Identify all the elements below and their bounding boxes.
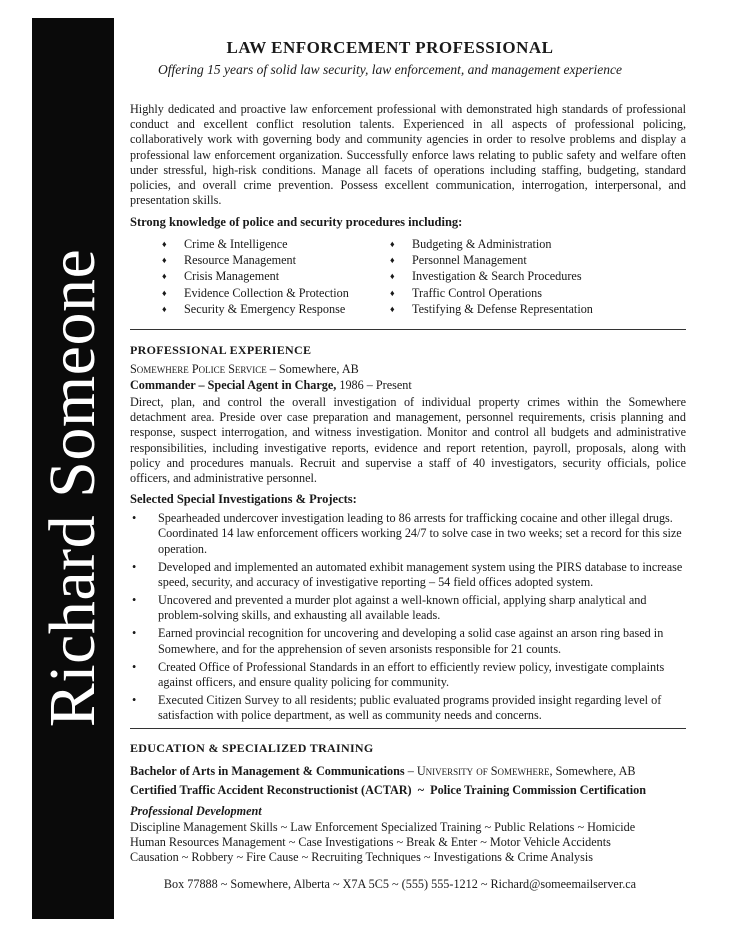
school-name: University of Somewhere (416, 764, 550, 778)
diamond-bullet-icon: ♦ (390, 239, 395, 249)
diamond-bullet-icon: ♦ (162, 255, 167, 266)
section-divider (130, 329, 686, 330)
candidate-name: Richard Someone (36, 248, 109, 728)
resume-title: LAW ENFORCEMENT PROFESSIONAL (226, 38, 554, 57)
diamond-bullet-icon: ♦ (390, 287, 395, 298)
list-item: • Executed Citizen Survey to all residents; public evaluated programs provided insight regarding level of satisfaction with police department, as well as community needs and concerns. (132, 692, 662, 723)
list-item: ♦ Personnel Management (390, 253, 527, 268)
diamond-bullet-icon: ♦ (390, 303, 395, 314)
list-item: • Earned provincial recognition for uncovering and developing a solid case against an arson ring based in Somewhere, and for the apprehension of seven arsonists responsible for 21 counts. (132, 626, 664, 656)
employer-line (130, 362, 359, 377)
bullet-icon: • (132, 626, 137, 641)
degree-line: Bachelor of Arts in Management & Communications – University of Somewhere, Somewhere, AB (130, 764, 636, 778)
knowledge-list-right (384, 236, 593, 317)
knowledge-heading: Strong knowledge of police and security procedures including: (130, 215, 463, 229)
pd-line: Causation ~ Robbery ~ Fire Cause ~ Recruiting Techniques ~ Investigations & Crime Analysis (130, 850, 593, 864)
diamond-bullet-icon: ♦ (390, 255, 395, 266)
list-item: • Developed and implemented an automated exhibit management system using the PIRS database to increase speed, security, and accuracy of investigative reporting – 54 field offices adopted system. (132, 559, 683, 590)
diamond-bullet-icon: ♦ (162, 271, 167, 282)
pd-line: Discipline Management Skills ~ Law Enforcement Specialized Training ~ Public Relations ~ Homicide (130, 820, 636, 834)
summary-paragraph: Highly dedicated and proactive law enforcement professional with demonstrated high standards of professional conduct and excellent conflict resolution talents. Experienced in all aspects of professional policing, collaboratively work with governing body and community agencies in order to resolve problems and display a professional law enforcement organization. Successfully enforce laws relating to public safety and welfare often under stressful, high-risk conditions. Manage all facets of operations including staffing, budgeting, standard policies, and overall crime prevention. Possess excellent communication, interrogation, interpersonal, and presentation skills. (130, 102, 686, 208)
experience-heading: PROFESSIONAL EXPERIENCE (130, 343, 312, 357)
school-location: , Somewhere, AB (549, 764, 636, 778)
pd-line: Human Resources Management ~ Case Investigations ~ Break & Enter ~ Motor Vehicle Accidents (130, 835, 611, 849)
list-item: ♦ Crisis Management (162, 269, 280, 284)
resume-subtitle: Offering 15 years of solid law security, law enforcement, and management experience (157, 62, 623, 77)
position-title: Commander – Special Agent in Charge, (130, 378, 337, 392)
contact-footer: Box 77888 ~ Somewhere, Alberta ~ X7A 5C5 ~ (555) 555-1212 ~ Richard@someemailserver.ca (163, 877, 637, 891)
name-sidebar (32, 18, 114, 919)
experience-description: Direct, plan, and control the overall investigation of individual property crimes within the Somewhere detachment area. Preside over case preparation and management, personnel requirements, crisis planning and response, suspect interrogation, and witness investigation. Monitor and control all budgets and administrative responsibilities, including investigative reports, evidence and report retention, payroll, proposals, along with policy and procedures manuals. Recruit and supervise a staff of 40 investigators, security officials, police officers, and administrative personnel. (130, 395, 686, 486)
list-item: • Created Office of Professional Standards in an effort to efficiently review policy, investigate complaints against officers, and ensure quality policing for community. (132, 659, 665, 690)
projects-list (130, 511, 686, 726)
list-item: • Spearheaded undercover investigation leading to 86 arrests for trafficking cocaine and other illegal drugs. Coordinated 14 law enforcement officers working 24/7 to solve case in two weeks; set a record for this size operation. (132, 511, 682, 556)
employer-location: – Somewhere, AB (266, 362, 359, 376)
diamond-bullet-icon: ♦ (162, 287, 167, 298)
list-item: ♦ Evidence Collection & Protection (162, 285, 349, 300)
certification-line: Certified Traffic Accident Reconstructionist (ACTAR) ~ Police Training Commission Certification (130, 783, 646, 797)
list-item: ♦ Resource Management (162, 253, 297, 268)
bullet-icon: • (132, 511, 137, 525)
bullet-icon: • (132, 593, 137, 608)
section-divider (130, 728, 686, 729)
diamond-bullet-icon: ♦ (162, 239, 167, 249)
bullet-icon: • (132, 659, 137, 674)
position-dates: 1986 – Present (336, 378, 412, 392)
bullet-icon: • (132, 692, 137, 707)
list-item: ♦ Investigation & Search Procedures (390, 269, 582, 284)
bullet-icon: • (132, 559, 137, 574)
diamond-bullet-icon: ♦ (390, 271, 395, 282)
position-line (130, 378, 412, 393)
list-item: • Uncovered and prevented a murder plot against a well-known official, applying sharp analytical and problem-solving skills, and exhausting all available leads. (132, 593, 647, 623)
list-item: ♦ Traffic Control Operations (390, 285, 542, 300)
projects-heading: Selected Special Investigations & Projects: (130, 492, 357, 506)
list-item: ♦ Security & Emergency Response (162, 301, 346, 316)
diamond-bullet-icon: ♦ (162, 303, 167, 314)
list-item: ♦ Crime & Intelligence (162, 237, 288, 251)
list-item: ♦ Budgeting & Administration (390, 237, 552, 251)
professional-development-heading: Professional Development (130, 804, 262, 818)
list-item: ♦ Testifying & Defense Representation (390, 301, 593, 316)
degree-title: Bachelor of Arts in Management & Communications (130, 764, 405, 778)
knowledge-list-left (156, 236, 349, 317)
education-heading: EDUCATION & SPECIALIZED TRAINING (130, 741, 374, 755)
employer-name: Somewhere Police Service (130, 362, 267, 376)
